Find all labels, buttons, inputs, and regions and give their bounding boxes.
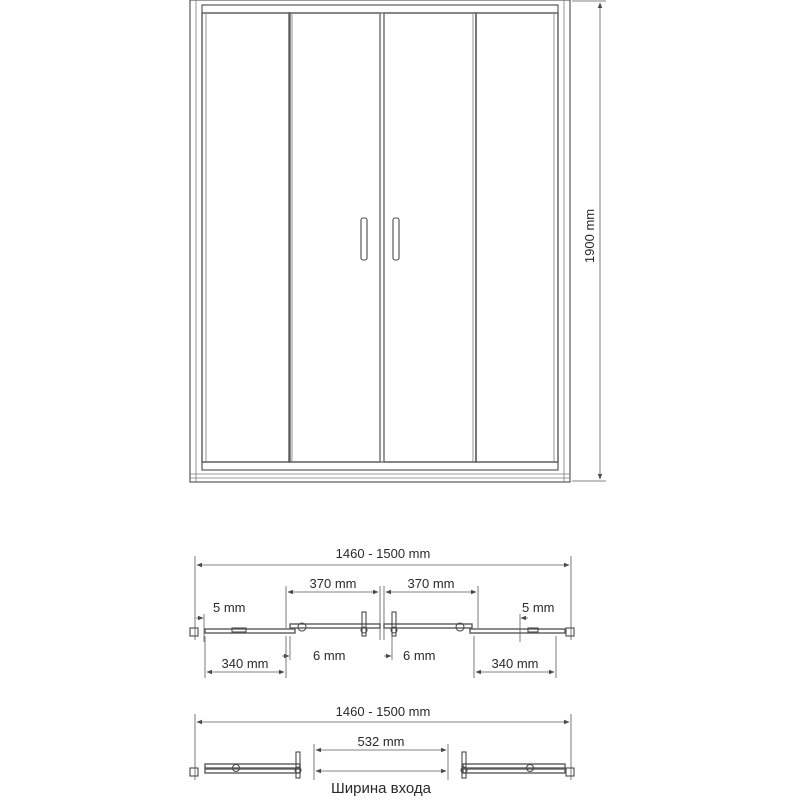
plan-door-right xyxy=(384,624,472,628)
fixed-panel-right xyxy=(476,13,558,462)
handle-left xyxy=(361,218,367,260)
plan-fixed-left xyxy=(205,629,295,633)
right-door-width-label: 370 mm xyxy=(407,576,455,591)
front-view xyxy=(190,0,606,482)
right-gap-label: 5 mm xyxy=(522,600,555,615)
height-label: 1900 mm xyxy=(582,208,597,264)
left-overlap-label: 6 mm xyxy=(313,648,346,663)
sliding-door-left xyxy=(289,13,380,462)
right-overlap-label: 6 mm xyxy=(403,648,436,663)
plan-fixed-right xyxy=(470,629,565,633)
top-view-open xyxy=(190,704,574,797)
entrance-width-caption: Ширина входа xyxy=(330,780,432,797)
handle-right xyxy=(393,218,399,260)
bottom-rail xyxy=(202,462,558,470)
top-rail xyxy=(202,5,558,13)
top-view-closed xyxy=(190,546,574,678)
fixed-panel-left xyxy=(202,13,290,462)
right-fixed-width-label: 340 mm xyxy=(491,656,539,671)
overall-width-label-open: 1460 - 1500 mm xyxy=(335,704,431,719)
left-gap-label: 5 mm xyxy=(213,600,246,615)
sliding-door-right xyxy=(384,13,476,462)
left-door-width-label: 370 mm xyxy=(309,576,357,591)
overall-width-label-closed: 1460 - 1500 mm xyxy=(335,546,431,561)
left-fixed-width-label: 340 mm xyxy=(221,656,269,671)
opening-width-label: 532 mm xyxy=(357,734,405,749)
